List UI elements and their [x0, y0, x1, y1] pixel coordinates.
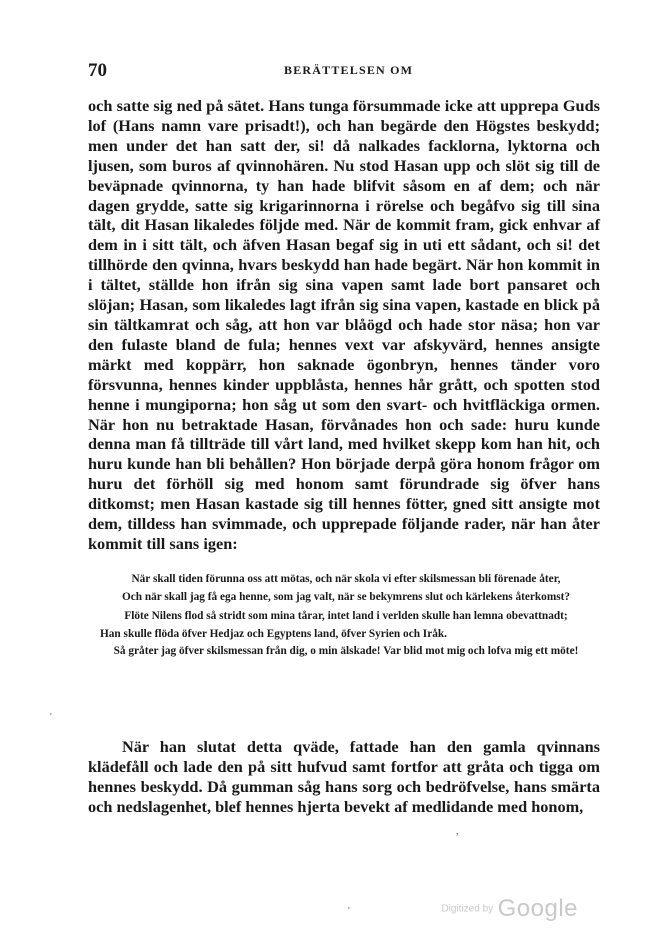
poem-line-3: Flöte Nilens flod så stridt som mina tårar, intet land i verlden skulle han lemna obevattnadt; — [124, 609, 568, 622]
body-paragraph-2: När han slutat detta qväde, fattade han den gamla qvinnans klädefåll och lade den på sitt hufvud samt fortfor att gråta och tigga om hennes beskydd. Då gumman såg hans sorg och bedröfvelse, hans smärta och nedslagenhet, blef hennes hjerta bevekt af medlidande med honom, — [88, 737, 600, 816]
poem-line-4: Han skulle flöda öfver Hedjaz och Egyptens land, öfver Syrien och Iråk. — [100, 628, 447, 641]
poem-line-2: Och när skall jag få ega henne, som jag valt, när se bekymrens slut och kärlekens återkomst? — [121, 591, 571, 604]
google-logo: Google — [497, 895, 578, 922]
poem-line-1: När skall tiden förunna oss att mötas, och när skola vi efter skilsmessan bli förenade åter, — [131, 573, 561, 585]
body-paragraph-1: och satte sig ned på sätet. Hans tunga försummade icke att upprepa Guds lof (Hans namn vare prisadt!), och han begärde den Högstes beskydd; men under det han satt der, si! då nalkades facklorna, lyktorna och ljusen, som buros af qvinnohären. Nu stod Hasan upp och slöt sig till de beväpnade qvinnorna, ty han hade blifvit såsom en af dem; och när dagen grydde, satte sig krigarinnorna i rörelse och begåfvo sig till sina tält, dit Hasan likaledes följde med. När de kommit fram, gick enhvar af dem in i sitt tält, och äfven Hasan begaf sig in uti ett sådant, och si! det tillhörde den qvinna, hvars beskydd han hade begärt. När hon kommit in i tältet, ställde hon ifrån sig sina vapen samt lade bort pansaret och slöjan; Hasan, som likaledes lagt ifrån sig sina vapen, kastade en blick på sin tältkamrat och såg, att hon var blåögd och hade stor näsa; hon var den fulaste bland de fula; hennes vext var afskyvärd, hennes ansigte märkt med koppärr, hon saknade ögonbryn, hennes tänder voro försvunna, hennes kinder uppblåsta, hennes hår grått, och spotten stod henne i mungiporna; hon såg ut som den svart- och hvitfläckiga ormen. När hon nu betraktade Hasan, förvånades hon och sade: huru kunde denna man få tillträde till vårt land, med hvilket skepp kom han hit, och huru kunde han bli behållen? Hon började derpå göra honom frågor om huru det förhöll sig med honom samt förundrade sig öfver hans ditkomst; men Hasan kastade sig till hennes fötter, gned sitt ansigte mot dem, tilldess han svimmade, och upprepade följande rader, när han åter kommit till sans igen: — [88, 96, 600, 553]
digitized-watermark — [441, 895, 578, 923]
scan-speck: , — [456, 826, 459, 837]
running-head: BERÄTTELSEN OM — [284, 63, 414, 77]
scan-speck: ' — [50, 712, 52, 723]
poem — [100, 571, 592, 659]
page-header — [88, 60, 600, 82]
page-number: 70 — [88, 60, 107, 81]
poem-line-5: Så gråter jag öfver skilsmessan från dig, o min älskade! Var blid mot mig och lofva mig ett möte! — [113, 644, 579, 657]
scan-speck: ' — [348, 906, 350, 917]
watermark-prefix: Digitized by — [441, 903, 494, 915]
